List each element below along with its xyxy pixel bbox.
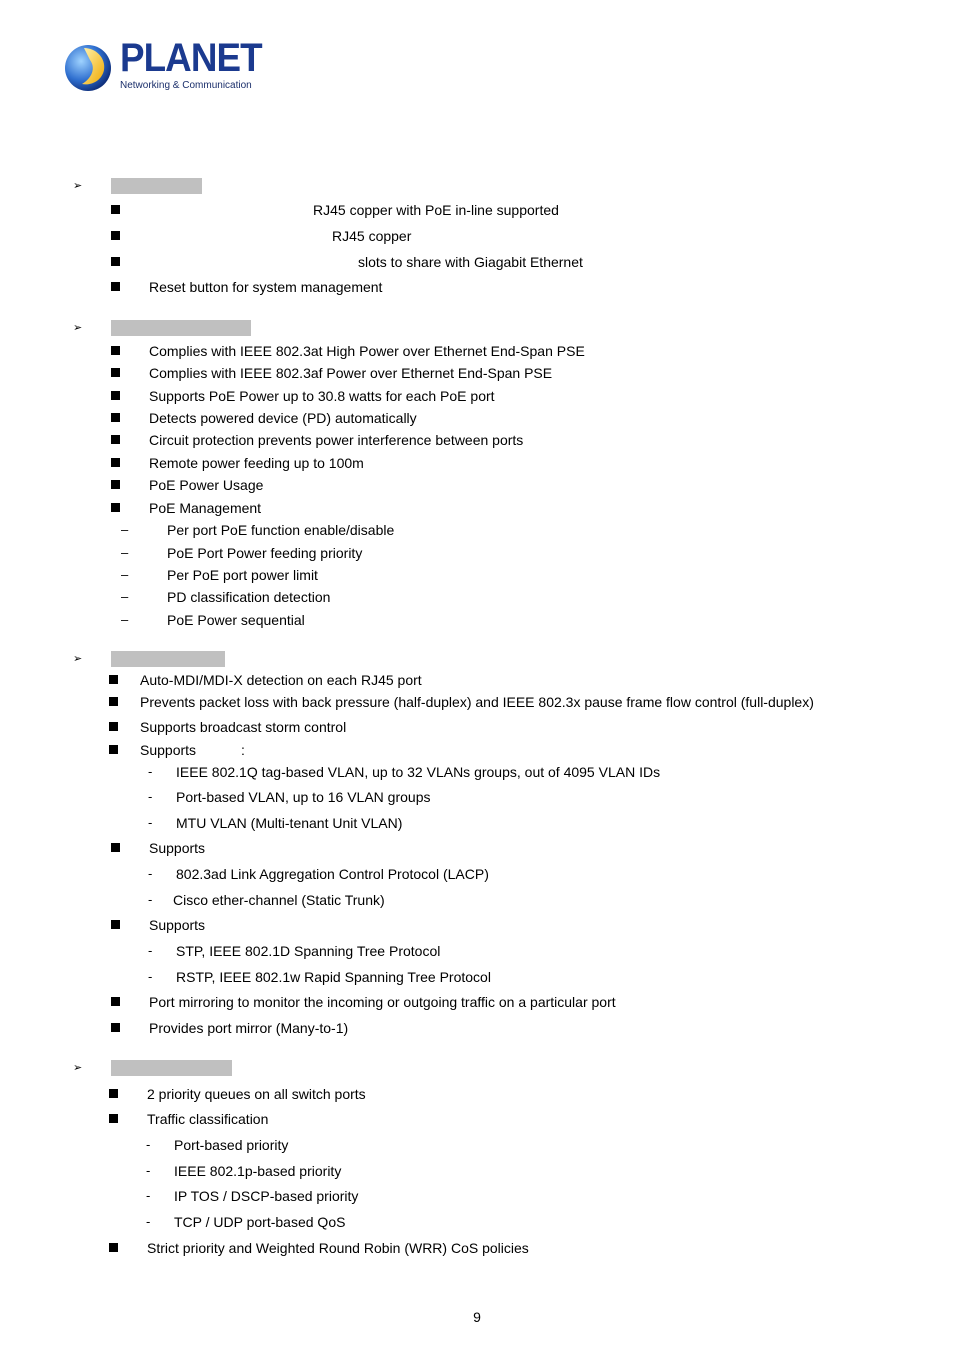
page-number: 9 — [473, 1309, 481, 1325]
bullet-icon — [111, 435, 120, 444]
sub-bullet-dash: - — [146, 1163, 151, 1178]
list-item: Remote power feeding up to 100m — [149, 455, 364, 471]
sub-list-item: MTU VLAN (Multi-tenant Unit VLAN) — [176, 815, 403, 831]
list-item: Complies with IEEE 802.3af Power over Ethernet End-Span PSE — [149, 365, 553, 381]
bullet-icon — [109, 1243, 118, 1252]
bullet-icon — [111, 1023, 120, 1032]
sub-bullet-dash: - — [148, 764, 153, 779]
list-item: Supports — [149, 917, 206, 933]
list-item: PoE Power Usage — [149, 477, 264, 493]
list-item: PoE Management — [149, 500, 262, 516]
bullet-icon — [111, 843, 120, 852]
list-item: Circuit protection prevents power interference between ports — [149, 432, 524, 448]
list-item-colon: : — [241, 742, 245, 758]
list-item: RJ45 copper with PoE in-line supported — [313, 202, 559, 218]
sub-bullet-dash: - — [148, 815, 153, 830]
sub-bullet-dash: - — [148, 969, 153, 984]
sub-list-item: 802.3ad Link Aggregation Control Protocol (LACP) — [176, 866, 489, 882]
sub-bullet-dash: - — [148, 789, 153, 804]
sub-list-item: Cisco ether-channel (Static Trunk) — [173, 892, 385, 908]
list-item: Reset button for system management — [149, 279, 383, 295]
sub-list-item: STP, IEEE 802.1D Spanning Tree Protocol — [176, 943, 441, 959]
section-heading-highlight — [111, 320, 251, 336]
bullet-icon — [111, 346, 120, 355]
section-heading-highlight — [111, 651, 225, 667]
sub-list-item: TCP / UDP port-based QoS — [174, 1214, 346, 1230]
sub-list-item: Per port PoE function enable/disable — [167, 522, 395, 538]
section-arrow-icon: ➢ — [73, 1062, 83, 1074]
sub-list-item: IP TOS / DSCP-based priority — [174, 1188, 359, 1204]
sub-bullet-dash: - — [148, 943, 153, 958]
sub-bullet-dash: - — [148, 892, 153, 907]
sub-bullet-dash: – — [121, 567, 129, 582]
globe-icon — [62, 42, 114, 94]
logo-wordmark: PLANET — [120, 36, 262, 80]
sub-bullet-dash: – — [121, 545, 129, 560]
bullet-icon — [109, 1114, 118, 1123]
bullet-icon — [111, 997, 120, 1006]
bullet-icon — [111, 205, 120, 214]
bullet-icon — [111, 458, 120, 467]
section-arrow-icon: ➢ — [73, 180, 83, 192]
list-item: 2 priority queues on all switch ports — [147, 1086, 366, 1102]
section-arrow-icon: ➢ — [73, 653, 83, 665]
section-arrow-icon: ➢ — [73, 322, 83, 334]
list-item: Supports — [140, 742, 197, 758]
bullet-icon — [111, 231, 120, 240]
bullet-icon — [111, 480, 120, 489]
bullet-icon — [111, 282, 120, 291]
sub-bullet-dash: - — [148, 866, 153, 881]
sub-list-item: PoE Power sequential — [167, 612, 305, 628]
list-item: Supports PoE Power up to 30.8 watts for each PoE port — [149, 388, 495, 404]
sub-bullet-dash: - — [146, 1137, 151, 1152]
list-item: RJ45 copper — [332, 228, 412, 244]
list-item: Auto-MDI/MDI-X detection on each RJ45 port — [140, 672, 422, 688]
bullet-icon — [111, 413, 120, 422]
sub-bullet-dash: - — [146, 1214, 151, 1229]
sub-bullet-dash: – — [121, 522, 129, 537]
section-heading-highlight — [111, 1060, 232, 1076]
sub-list-item: Per PoE port power limit — [167, 567, 318, 583]
bullet-icon — [111, 920, 120, 929]
bullet-icon — [111, 368, 120, 377]
list-item: Detects powered device (PD) automatically — [149, 410, 417, 426]
bullet-icon — [109, 722, 118, 731]
bullet-icon — [111, 391, 120, 400]
list-item: Prevents packet loss with back pressure (half-duplex) and IEEE 802.3x pause frame flow control (full-duplex) — [140, 694, 814, 710]
list-item: Strict priority and Weighted Round Robin (WRR) CoS policies — [147, 1240, 529, 1256]
bullet-icon — [109, 745, 118, 754]
sub-list-item: PoE Port Power feeding priority — [167, 545, 363, 561]
list-item: Complies with IEEE 802.3at High Power over Ethernet End-Span PSE — [149, 343, 585, 359]
bullet-icon — [109, 1089, 118, 1098]
sub-list-item: PD classification detection — [167, 589, 331, 605]
list-item: Traffic classification — [147, 1111, 269, 1127]
list-item: Provides port mirror (Many-to-1) — [149, 1020, 349, 1036]
sub-list-item: Port-based priority — [174, 1137, 289, 1153]
logo-tagline: Networking & Communication — [120, 80, 252, 91]
bullet-icon — [109, 675, 118, 684]
list-item: Supports broadcast storm control — [140, 719, 347, 735]
list-item: Supports — [149, 840, 206, 856]
sub-list-item: IEEE 802.1p-based priority — [174, 1163, 342, 1179]
list-item: Port mirroring to monitor the incoming or outgoing traffic on a particular port — [149, 994, 616, 1010]
bullet-icon — [109, 697, 118, 706]
sub-bullet-dash: - — [146, 1188, 151, 1203]
sub-bullet-dash: – — [121, 612, 129, 627]
bullet-icon — [111, 257, 120, 266]
section-heading-highlight — [111, 178, 202, 194]
bullet-icon — [111, 503, 120, 512]
sub-bullet-dash: – — [121, 589, 129, 604]
sub-list-item: Port-based VLAN, up to 16 VLAN groups — [176, 789, 431, 805]
sub-list-item: RSTP, IEEE 802.1w Rapid Spanning Tree Protocol — [176, 969, 491, 985]
sub-list-item: IEEE 802.1Q tag-based VLAN, up to 32 VLANs groups, out of 4095 VLAN IDs — [176, 764, 661, 780]
list-item: slots to share with Giagabit Ethernet — [358, 254, 583, 270]
